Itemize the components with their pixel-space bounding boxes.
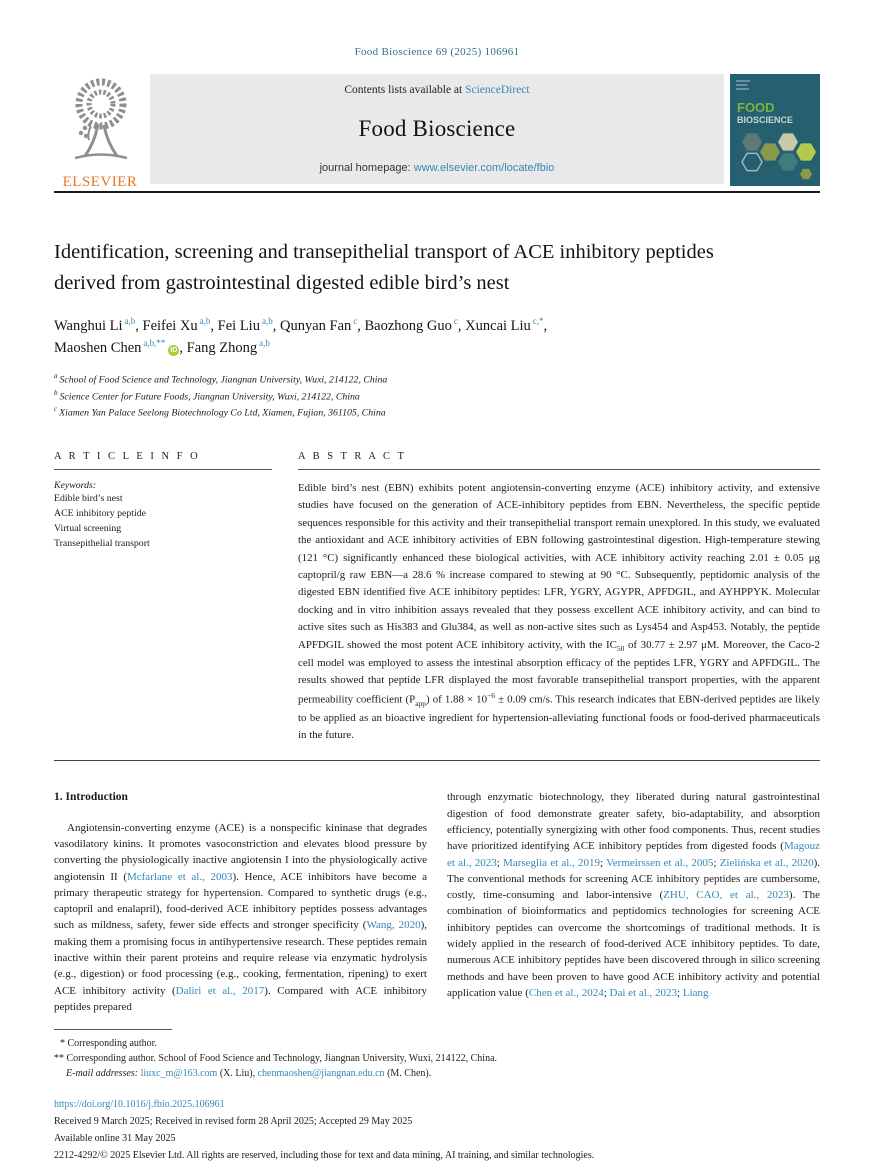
homepage-prefix: journal homepage:: [319, 162, 414, 174]
email-label: E-mail addresses:: [66, 1068, 141, 1080]
keyword-item: Virtual screening: [54, 523, 122, 535]
footnote-emails: E-mail addresses: liuxc_m@163.com (X. Liu), chenmaoshen@jiangnan.edu.cn (M. Chen).: [66, 1068, 432, 1080]
elsevier-logo[interactable]: [54, 74, 150, 191]
elsevier-logo-text: ELSEVIER: [62, 174, 138, 190]
received-dates-line: Received 9 March 2025; Received in revised form 28 April 2025; Accepted 29 May 2025: [54, 1116, 413, 1128]
orcid-icon[interactable]: iD: [170, 346, 178, 354]
contents-prefix: Contents lists available at: [344, 84, 466, 96]
abstract-column: [298, 451, 820, 745]
citation-dai-2023[interactable]: Dai et al., 2023: [609, 986, 678, 999]
keyword-item: Edible bird’s nest: [54, 492, 123, 504]
citation-wang-2020[interactable]: Wang, 2020: [366, 919, 421, 932]
affiliation-b-text: Science Center for Future Foods, Jiangnan University, Wuxi, 214122, China: [59, 391, 360, 403]
doi-link[interactable]: https://doi.org/10.1016/j.fbio.2025.106961: [54, 1099, 225, 1111]
article-info-column: [54, 451, 272, 745]
citation-mcfarlane-2003[interactable]: Mcfarlane et al., 2003: [126, 870, 233, 883]
affiliation-c-marker: c: [54, 405, 58, 414]
keyword-item: ACE inhibitory peptide: [54, 507, 146, 519]
citation-vermeirssen-2005[interactable]: Vermeirssen et al., 2005: [606, 856, 714, 869]
affiliation-a-text: School of Food Science and Technology, Jiangnan University, Wuxi, 214122, China: [59, 374, 388, 386]
cover-title-line1: FOOD: [737, 100, 775, 115]
article-footer: [54, 1097, 820, 1164]
citation-chen-2024[interactable]: Chen et al., 2024: [528, 986, 604, 999]
masthead-box: [150, 74, 724, 184]
copyright-line: 2212-4292/© 2025 Elsevier Ltd. All rights are reserved, including those for text and data mining, AI training, and similar technologies.: [54, 1150, 595, 1162]
intro-paragraph-right: through enzymatic biotechnology, they liberated during natural gastrointestinal digestion of food demonstrate greater safety, bio-adaptability, and absorption efficiency, potentially synergizing with other food components. Thus, recent studies have prioritized identifying ACE inhibitory peptides from digested foods (Magouz et al., 2023; Marseglia et al., 2019; Vermeirssen et al., 2005; Zielińska et al., 2020). The conventional methods for screening ACE inhibitory peptides are cumbersome, costly, time-consuming and labor-intensive (ZHU, CAO, et al., 2023). The combination of bioinformatics and peptidomics technologies for screening ACE inhibitory peptides can overcome the shortcomings of traditional methods. It is widely applied in the research of food-derived ACE inhibitory peptides. To date, numerous ACE inhibitory peptides have been discovered through in silico screening methods and have been proven to have good ACE inhibitory activity and potential application value (Chen et al., 2024; Dai et al., 2023; Liang: [447, 791, 821, 999]
abstract-heading: A B S T R A C T: [298, 451, 820, 470]
abstract-text: Edible bird’s nest (EBN) exhibits potent angiotensin-converting enzyme (ACE) inhibitory activity, and extensive studies have focused on the generation of ACE-inhibitory peptides from EBN. Nevertheless, the specific peptide sequences responsible for this activity and their transepithelial transport remain unexplored. In this study, we evaluated the antioxidant and ACE inhibitory activities of EBN following gastrointestinal digestion. High-temperature stewing (121 °C) significantly enhanced these biological activities, with ACE inhibitory activity reaching 2.01 ± 0.05 μg captopril/g raw EBN—a 28.6 % increase compared to stewing at 90 °C. Subsequently, peptidomic analysis of the digested EBN identified five ACE inhibitory peptides: LFR, YGRY, AGYPR, APFDGIL, and AYHPPYK. Molecular docking and in vitro inhibition assays revealed that they possess excellent ACE inhibitory activity, and can bind to active sites such as His383 and Glu384, as well as non-active sites such as Lys454 and Asp453. Notably, the peptide APFDGIL showed the most potent ACE inhibitory activity, with the $IC_{50}$ of 30.77 ± 2.97 μM. Moreover, the Caco-2 cell model was employed to assess the intestinal absorption efficacy of the peptides LFR, YGRY and APFDGIL. The results showed that peptide LFR displayed the most favorable transepithelial transport properties, with the apparent permeability coefficient $(P_{app})$ of $1.88 \times 10^{-6} \pm 0.09$ cm/s. This research indicates that EBN-derived peptides are likely to be applied as an bioactive ingredient for hypertension-alleviating functional foods or food-derived pharmaceuticals in the future.: [298, 481, 820, 741]
keywords-label: Keywords:: [54, 479, 97, 491]
keyword-item: Transepithelial transport: [54, 538, 150, 550]
affiliation-a-marker: a: [54, 372, 58, 381]
footnote-corresponding-2: ** Corresponding author. School of Food Science and Technology, Jiangnan University, Wuxi, 214122, China.: [54, 1053, 498, 1065]
contents-line: [344, 84, 529, 96]
intro-column-right: [447, 789, 820, 1015]
email-link-liu[interactable]: liuxc_m@163.com: [140, 1068, 218, 1080]
affiliations: [54, 371, 820, 420]
info-abstract-section: [54, 451, 820, 762]
citation-liang[interactable]: Liang: [682, 986, 709, 999]
available-online-line: Available online 31 May 2025: [54, 1133, 176, 1145]
citation-zhu-cao-2023[interactable]: ZHU, CAO, et al., 2023: [663, 889, 789, 902]
article-title: Identification, screening and transepithelial transport of ACE inhibitory peptides derived from gastrointestinal digested edible bird’s nest: [54, 241, 714, 294]
intro-heading: 1. Introduction: [54, 791, 128, 804]
citation-marseglia-2019[interactable]: Marseglia et al., 2019: [503, 856, 601, 869]
intro-paragraph-left: Angiotensin-converting enzyme (ACE) is a nonspecific kininase that degrades vasodilatory kinins. It promotes vasoconstriction and elevates blood pressure by converting the physiologically inactive angiotensin I into the physiologically active angiotensin II (Mcfarlane et al., 2003). Hence, ACE inhibitors have become a primary therapeutic strategy for hypertension. Compared to synthetic drugs (e.g., captopril and enalapril), food-derived ACE inhibitory peptides possess advantages such as mildness, safety, fewer side effects and stronger specificity (Wang, 2020), making them a promising focus in antihypertensive research. These peptides remain inactive within their parent proteins and require release via enzymatic hydrolysis (e.g., digestion) or food processing (e.g., cooking, fermentation, ripening) to exert ACE inhibitory activity (Daliri et al., 2017). Compared with ACE inhibitory peptides prepared: [54, 821, 427, 1013]
masthead: [54, 74, 820, 191]
citation-magouz-2023[interactable]: Magouz et al., 2023: [447, 840, 820, 869]
affiliation-c: [54, 404, 820, 420]
authors-line-2: Maoshen Chen $^{a,b,**}$iD , Fang Zhong $^{a,b}$: [54, 338, 270, 356]
authors-line-1: Wanghui Li $^{a,b}$, Feifei Xu $^{a,b}$, Fei Liu $^{a,b}$, Qunyan Fan $^c$, Baozhong Guo $^c$, Xuncai Liu $^{c,*}$,: [54, 315, 548, 334]
masthead-rule: [54, 191, 820, 193]
elsevier-tree-icon: [61, 76, 139, 162]
journal-homepage-link[interactable]: www.elsevier.com/locate/fbio: [413, 162, 555, 174]
article-info-heading: A R T I C L E I N F O: [54, 451, 272, 470]
citation-zielinska-2020[interactable]: Zielińska et al., 2020: [719, 856, 814, 869]
affiliation-c-text: Xiamen Yan Palace Seelong Biotechnology Co Ltd, Xiamen, Fujian, 361105, China: [59, 407, 386, 419]
email-link-chen[interactable]: chenmaoshen@jiangnan.edu.cn: [257, 1068, 385, 1080]
affiliation-b-marker: b: [54, 388, 58, 397]
cover-title-line2: BIOSCIENCE: [737, 115, 794, 125]
footnotes-block: [54, 1029, 820, 1081]
homepage-line: [320, 162, 555, 174]
footnote-corresponding-1: * Corresponding author.: [60, 1038, 157, 1050]
introduction-section: [54, 789, 820, 1015]
sciencedirect-link[interactable]: ScienceDirect: [465, 84, 530, 96]
citation-header[interactable]: Food Bioscience 69 (2025) 106961: [354, 46, 520, 58]
affiliation-b: [54, 388, 820, 404]
affiliation-a: [54, 371, 820, 387]
authors-block: [54, 315, 820, 360]
journal-cover-thumbnail[interactable]: [730, 74, 820, 191]
journal-title: Food Bioscience: [358, 116, 516, 141]
footnote-rule: [54, 1029, 172, 1030]
citation-daliri-2017[interactable]: Daliri et al., 2017: [175, 984, 265, 997]
intro-column-left: [54, 789, 427, 1015]
